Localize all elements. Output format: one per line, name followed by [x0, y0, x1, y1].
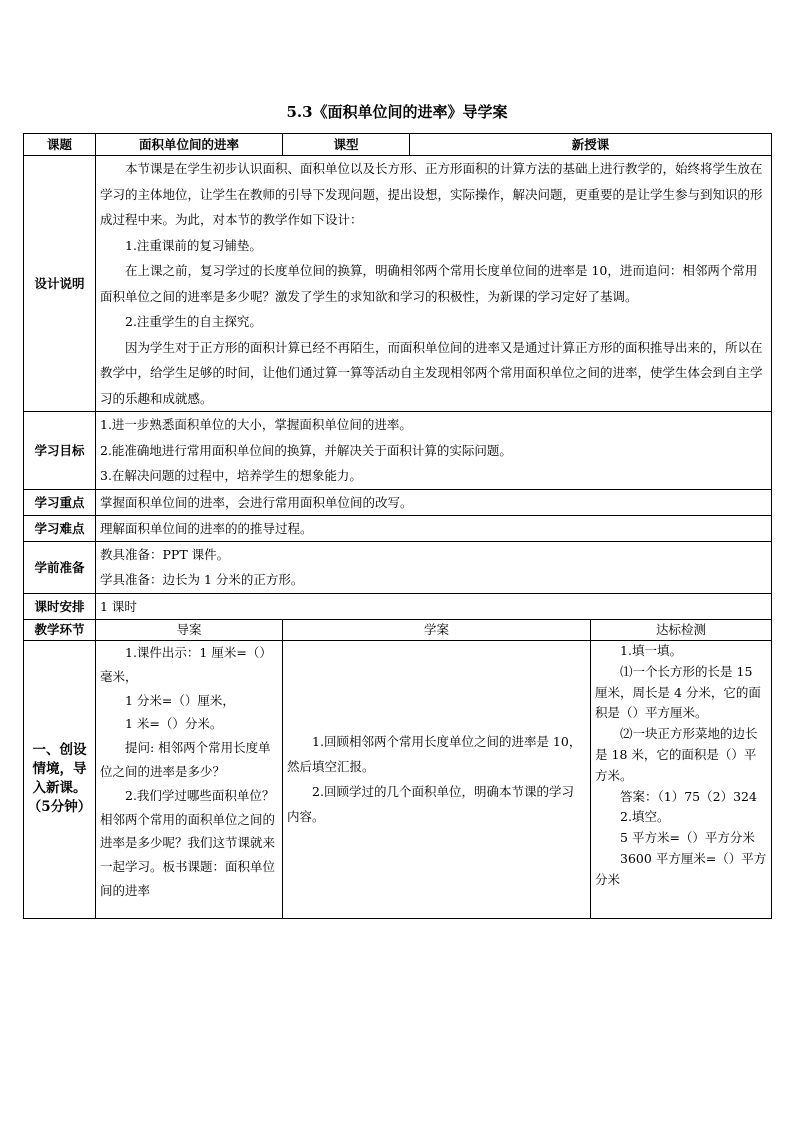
objective-item: 2.能准确地进行常用面积单位间的换算，并解决关于面积计算的实际问题。 — [100, 442, 512, 458]
difficulty-text: 理解面积单位间的进率的的推导过程。 — [96, 515, 772, 541]
guide-line: 1 分米=（）厘米， — [125, 692, 235, 708]
objective-item: 1.进一步熟悉面积单位的大小，掌握面积单位间的进率。 — [100, 417, 412, 432]
study-column-header: 学案 — [283, 619, 591, 640]
check-line: 1.填一填。 — [620, 642, 682, 658]
topic-value: 面积单位间的进率 — [96, 134, 283, 156]
design-paragraph: 本节课是在学生初步认识面积、面积单位以及长方形、正方形面积的计算方法的基础上进行教学的，始终将学生放在学习的主体地位，让学生在教师的引导下发现问题，提出设想，实际操作，解决问题，更重要的是让学生参与到知识的形成过程中来。为此，对本节的教学作如下设计： — [100, 161, 763, 227]
lesson-plan-table — [23, 133, 772, 919]
objective-item: 3.在解决问题的过程中，培养学生的想象能力。 — [100, 468, 362, 484]
preparation-label: 学前准备 — [24, 541, 96, 593]
objectives-content — [96, 412, 772, 490]
stage1-guide — [96, 640, 283, 918]
page-title: 5.3《面积单位间的进率》导学案 — [286, 103, 508, 121]
design-paragraph: 2.注重学生的自主探究。 — [125, 314, 262, 329]
type-value: 新授课 — [410, 134, 772, 156]
check-line: 3600 平方厘米=（）平方分米 — [595, 850, 767, 887]
header-row — [24, 134, 772, 156]
guide-line: 1 米=（）分米。 — [125, 716, 223, 732]
stage1-label-line: 一、创设 — [32, 742, 87, 759]
difficulty-label: 学习难点 — [24, 515, 96, 541]
design-row — [24, 156, 772, 412]
guide-line: 毫米， — [100, 668, 138, 684]
stage1-study — [283, 640, 591, 918]
stage1-label-line: 入新课。 — [32, 780, 87, 797]
study-line: 1.回顾相邻两个常用长度单位之间的进率是 10，然后填空汇报。 — [287, 734, 582, 775]
guide-line: 1.课件出示：1 厘米=（） — [125, 644, 272, 660]
key-point-text: 掌握面积单位间的进率，会进行常用面积单位间的改写。 — [96, 489, 772, 515]
check-line: ⑵一块正方形菜地的边长是 18 米，它的面积是（）平方米。 — [595, 726, 758, 783]
stage1-row — [24, 640, 772, 918]
design-paragraph: 1.注重课前的复习铺垫。 — [125, 237, 262, 253]
objectives-row — [24, 412, 772, 490]
schedule-text: 1 课时 — [96, 593, 772, 619]
guide-column-header: 导案 — [96, 619, 283, 640]
check-line: ⑴一个长方形的长是 15 厘米，周长是 4 分米，它的面积是（）平方厘米。 — [595, 663, 761, 721]
guide-line: 2.我们学过哪些面积单位？相邻两个常用的面积单位之间的进率是多少呢？我们这节课就来一起学习。板书课题：面积单位间的进率 — [100, 787, 276, 898]
objectives-label: 学习目标 — [24, 412, 96, 490]
check-column-header: 达标检测 — [591, 619, 772, 640]
schedule-label: 课时安排 — [24, 593, 96, 619]
study-line: 2.回顾学过的几个面积单位，明确本节课的学习内容。 — [287, 784, 574, 825]
type-label: 课型 — [283, 134, 410, 156]
stage1-check — [591, 640, 772, 918]
preparation-item: 学具准备：边长为 1 分米的正方形。 — [100, 572, 304, 588]
section-header-row — [24, 619, 772, 640]
guide-line: 提问: 相邻两个常用长度单位之间的进率是多少？ — [100, 740, 271, 779]
design-paragraph: 在上课之前，复习学过的长度单位间的换算，明确相邻两个常用长度单位间的进率是 10，进而追问：相邻两个常用面积单位之间的进率是多少呢？激发了学生的求知欲和学习的积极性，为新课的学习定好了基调。 — [100, 263, 758, 304]
preparation-content — [96, 541, 772, 593]
stage1-label — [24, 640, 96, 918]
check-line: 答案：（1）75（2）324 — [620, 788, 757, 804]
check-line: 5 平方米=（）平方分米 — [620, 830, 755, 846]
stage-column-header: 教学环节 — [24, 619, 96, 640]
schedule-row — [24, 593, 772, 619]
difficulty-row — [24, 515, 772, 541]
check-line: 2.填空。 — [620, 809, 670, 825]
design-label: 设计说明 — [24, 156, 96, 412]
key-point-label: 学习重点 — [24, 489, 96, 515]
topic-label: 课题 — [24, 134, 96, 156]
stage1-label-line: （5分钟） — [27, 799, 92, 816]
preparation-item: 教具准备：PPT 课件。 — [100, 546, 230, 562]
design-content — [96, 156, 772, 412]
preparation-row — [24, 541, 772, 593]
key-point-row — [24, 489, 772, 515]
design-paragraph: 因为学生对于正方形的面积计算已经不再陌生，而面积单位间的进率又是通过计算正方形的面积推导出来的，所以在教学中，给学生足够的时间，让他们通过算一算等活动自主发现相邻两个常用面积单位之间的进率，使学生体会到自主学习的乐趣和成就感。 — [100, 339, 763, 406]
stage1-label-line: 情境，导 — [32, 761, 87, 778]
